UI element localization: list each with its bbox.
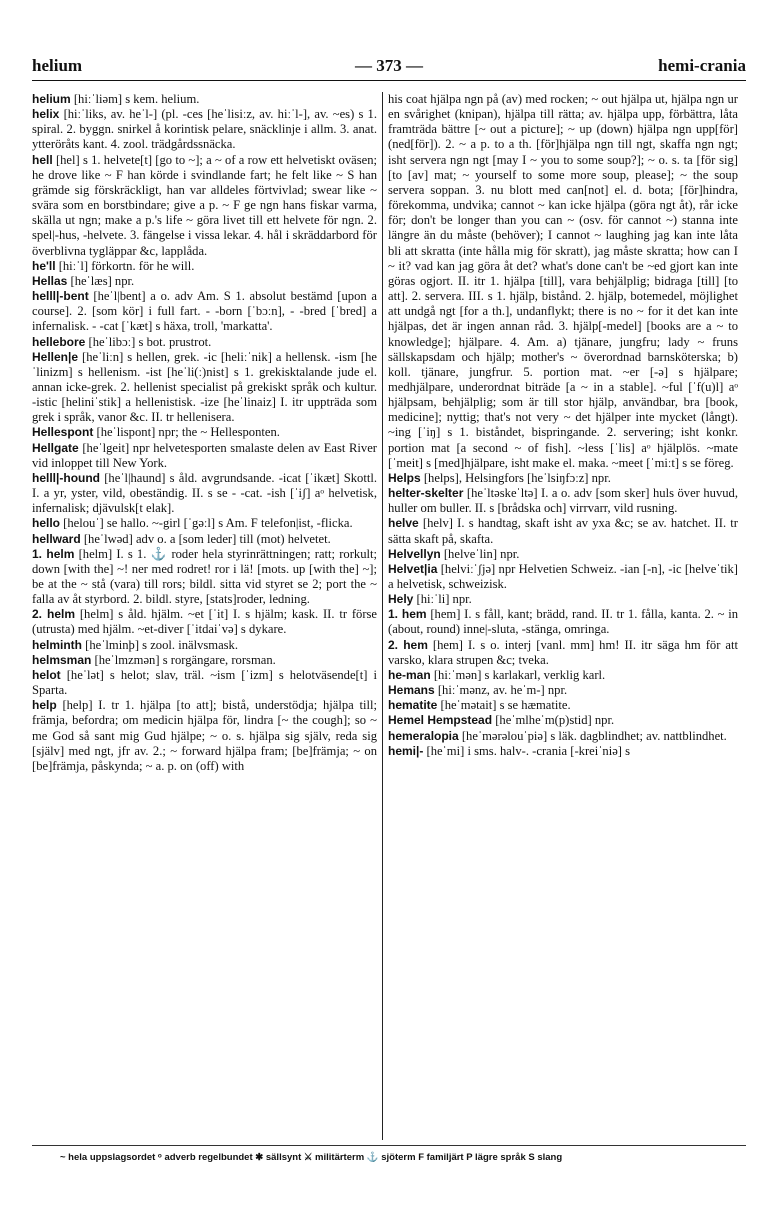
entry-headword: he-man <box>388 667 431 682</box>
dictionary-entry <box>32 107 377 152</box>
dictionary-entry <box>388 744 738 759</box>
entry-definition: [heˈmlheˈm(p)stid] npr. <box>495 713 615 728</box>
entry-definition: [helm] s åld. hjälm. ~et [ˈit] I. s hjälm; kask. II. tr förse (utrusta) med hjälm. ~et-diver [ˈitdaiˈvə] s dykare. <box>32 607 378 637</box>
entry-headword: 2. hem <box>388 637 428 652</box>
dictionary-entry <box>388 713 738 728</box>
entry-definition: [heˈlibɔː] s bot. prustrot. <box>88 334 212 349</box>
entry-headword: helll|-bent <box>32 289 89 304</box>
dictionary-entry <box>32 92 377 107</box>
entry-headword: hematite <box>388 698 438 713</box>
dictionary-entry <box>388 92 738 471</box>
dictionary-entry <box>388 607 738 637</box>
entry-headword: helium <box>32 92 71 106</box>
dictionary-entry <box>388 471 738 486</box>
entry-definition: [heˈmi] i sms. halv-. -crania [-kreiˈniə] s <box>426 743 631 758</box>
dictionary-entry <box>32 698 377 774</box>
column-divider <box>382 92 383 1140</box>
dictionary-entry <box>32 350 377 426</box>
entry-headword: 1. hem <box>388 607 427 622</box>
entry-definition: [heˈltəskeˈltə] I. a o. adv [som sker] huls över huvud, huller om buller. II. s [brådska och] virrvarr, vild rusning. <box>388 486 738 516</box>
entry-definition: [helm] I. s 1. ⚓ roder hela styrinrättningen; ratt; rorkult; down [with the] ~! ner med rodret! ror i lä! [mots. up [with the] ~]; be at the ~ stå (vara) till rors; bildl. sitta vid styret se 2; port the ~ falla av åt styrbord. 2. bildl. styre, [stats]roder, ledning. <box>32 546 377 607</box>
entry-definition: [heˈl|bent] a o. adv Am. S 1. absolut bestämd [upon a course]. 2. [som kör] i full fart. - -born [ˈbɔːn], - -bred [ˈbred] a infernalisk. - -cat [ˈkæt] s häxa, troll, 'markatta'. <box>32 289 377 334</box>
entry-definition: [heˈlət] s helot; slav, träl. ~ism [ˈizm] s helotväsende[t] i Sparta. <box>32 667 377 698</box>
entry-headword: helminth <box>32 637 82 652</box>
entry-headword: helter-skelter <box>388 486 464 501</box>
dictionary-entry <box>32 516 377 531</box>
entry-definition: [hiːˈli] npr. <box>416 592 472 607</box>
entry-headword: hellward <box>32 531 81 546</box>
dictionary-entry <box>32 153 377 259</box>
entry-headword: Helps <box>388 470 421 485</box>
dictionary-entry <box>388 547 738 562</box>
entry-definition: [hem] I. s o. interj [vanl. mm] hm! II. itr säga hm för att varsko, klara strupen &c; tveka. <box>388 637 738 667</box>
entry-headword: Hemans <box>388 683 435 698</box>
dictionary-entry <box>388 729 738 744</box>
entry-headword: hemeralopia <box>388 728 459 743</box>
abbreviation-legend: ~ hela uppslagsordet ᵒ adverb regelbundet ✱ sällsynt ⚔ militärterm ⚓ sjöterm F familjärt P lägre språk S slang <box>60 1152 563 1163</box>
entry-definition: [heˈmərəlouˈpiə] s läk. dagblindhet; av. nattblindhet. <box>461 728 727 743</box>
entry-definition: [hiːˈmən] s karlakarl, verklig karl. <box>433 667 606 682</box>
entry-definition: [hiːˈliəm] s kem. helium. <box>73 92 200 106</box>
left-guide-word: helium <box>32 56 83 75</box>
dictionary-entry <box>32 532 377 547</box>
dictionary-entry <box>388 592 738 607</box>
entry-definition: [heˈmətait] s se hæmatite. <box>440 698 571 713</box>
entry-headword: Hellgate <box>32 440 79 455</box>
entry-definition: [helv] I. s handtag, skaft isht av yxa &c; se av. hatchet. II. tr sätta skaft på, skafta. <box>388 516 738 546</box>
entry-definition: [hiːˈmənz, av. heˈm-] npr. <box>437 683 568 698</box>
right-guide-word: hemi-crania <box>658 56 746 75</box>
entry-headword: Helvet|ia <box>388 561 438 576</box>
entry-headword: helve <box>388 516 419 531</box>
dictionary-entry <box>388 668 738 683</box>
entry-headword: Helvellyn <box>388 546 441 561</box>
entry-definition: [hiːˈliks, av. heˈl-] (pl. -ces [heˈlisiːz, av. hiːˈl-], av. ~es) s 1. spiral. 2. byggn. snirkel å korintisk pelare, snäcklinje i allm. 3. anat. ytteröråts kant. 4. zool. trädgårdssnäcka. <box>32 107 378 152</box>
entry-definition: [hiːˈl] förkortn. för he will. <box>58 258 195 273</box>
dictionary-entry <box>32 668 377 698</box>
dictionary-entry <box>32 607 377 637</box>
entry-headword: Hellen|e <box>32 349 79 364</box>
dictionary-entry <box>388 562 738 592</box>
dictionary-entry <box>388 698 738 713</box>
dictionary-entry <box>32 638 377 653</box>
entry-definition: [helviːˈʃjə] npr Helvetien Schweiz. -ian [-n], -ic [helveˈtik] a helvetisk, schweizisk. <box>388 561 738 591</box>
entry-definition: [heˈlmzmən] s rorgängare, rorsman. <box>94 652 276 667</box>
entry-headword: hello <box>32 516 61 531</box>
dictionary-entry <box>388 683 738 698</box>
entry-headword: hellebore <box>32 334 86 349</box>
entry-headword: Hemel Hempstead <box>388 713 493 728</box>
entry-definition: [heˈlgeit] npr helvetesporten smalaste delen av East River vid inloppet till New York. <box>32 440 377 470</box>
entry-definition: [helouˈ] se hallo. ~-girl [ˈgəːl] s Am. F telefon|ist, -flicka. <box>63 516 353 531</box>
entry-headword: 1. helm <box>32 546 75 561</box>
entry-definition: [heˈlæs] npr. <box>70 273 135 288</box>
entry-headword: Hellas <box>32 273 68 288</box>
header-rule <box>32 80 746 81</box>
dictionary-entry <box>388 638 738 668</box>
entry-headword: hell <box>32 152 53 167</box>
entry-headword: 2. helm <box>32 607 76 622</box>
page-number: — 373 — <box>355 56 423 75</box>
entry-headword: hemi|- <box>388 743 424 758</box>
dictionary-entry <box>32 547 377 608</box>
entry-headword: helll|-hound <box>32 470 101 485</box>
dictionary-entry <box>32 289 377 334</box>
entry-headword: helix <box>32 107 60 122</box>
entry-definition: [helveˈlin] npr. <box>443 546 520 561</box>
entry-definition: [hem] I. s fåll, kant; brädd, rand. II. tr 1. fålla, kanta. 2. ~ in (about, round) inne|-sluta, -stänga, omringa. <box>388 607 738 637</box>
entry-definition: [heˈlminþ] s zool. inälvsmask. <box>85 637 239 652</box>
dictionary-entry <box>388 516 738 546</box>
dictionary-entry <box>32 441 377 471</box>
entry-headword: help <box>32 698 57 713</box>
entry-definition: [heˈliːn] s hellen, grek. -ic [heliːˈnik] a hellensk. -ism [heˈlinizm] s hellenism. -ist [heˈli(ː)nist] s 1. grekisktalande jude el. annan icke-grek. 2. hellenist specialist på grekiskt språk och kultur. -istic [heliniˈstik] a hellenistisk. -ize [heˈlinaiz] I. itr uppträda som grek i språk, vanor &c. II. tr hellenisera. <box>32 349 377 425</box>
right-column <box>388 92 738 759</box>
entry-headword: helmsman <box>32 652 92 667</box>
entry-headword: helot <box>32 667 61 682</box>
entry-definition: [heˈlispont] npr; the ~ Hellesponten. <box>96 425 280 440</box>
entry-definition: [heˈl|haund] s åld. avgrundsande. -icat [ˈikæt] Skottl. I. a yr, yster, vild, obeständig. II. s se - -cat. -ish [ˈiʃ] aᵒ helvetisk, infernalisk; djävulsk[t elak]. <box>32 470 377 516</box>
entry-definition: [heˈlwəd] adv o. a [som leder] till (mot) helvetet. <box>83 531 331 546</box>
footer-rule <box>32 1145 746 1146</box>
dictionary-entry <box>32 274 377 289</box>
dictionary-entry <box>32 425 377 440</box>
dictionary-entry <box>388 486 738 516</box>
page-header <box>32 56 746 82</box>
entry-headword: Hely <box>388 592 414 607</box>
entry-headword: he'll <box>32 258 56 273</box>
entry-definition: [hel] s 1. helvete[t] [go to ~]; a ~ of a row ett helvetiskt oväsen; he drove like ~ F han körde i svindlande fart; he felt like ~ S han grämde sig förskräckligt, han var alldeles förtvivlad; swear like ~ svära som en borstbindare; give a p. ~ F ge ngn hans fiskar varma, skälla ut ngn; make a p.'s life ~ göra livet till ett helvete för ngn. 2. spel|-hus, -helvete. 3. fängelse i vissa lekar. 4. hål i skräddarbord för överblivna tygläppar &c, lapplåda. <box>32 152 377 258</box>
dictionary-entry <box>32 471 377 516</box>
entry-definition: [helps], Helsingfors [heˈlsiŋfɔːz] npr. <box>423 470 611 485</box>
dictionary-entry <box>32 653 377 668</box>
dictionary-entry <box>32 335 377 350</box>
entry-headword: Hellespont <box>32 425 94 440</box>
left-column <box>32 92 377 774</box>
dictionary-entry <box>32 259 377 274</box>
entry-definition: [help] I. tr 1. hjälpa [to att]; bistå, understödja; hjälpa till; främja, befordra; om medicin hjälpa för, lindra [~ the cough]; so ~ me God så sant mig Gud hjälpe; ~ o. s. hjälpa sig själv, reda sig [själv] med ngt, jfr av. 2.; ~ forward hjälpa fram; [be]främja; ~ on [be]främja, påskynda; ~ a. p. on (off) with <box>32 698 378 773</box>
entry-definition: his coat hjälpa ngn på (av) med rocken; ~ out hjälpa ut, hjälpa ngn ur en svårighet (knipan), hjälpa till rätta; av. hjälpa upp, förbättra, låta framträda bättre [~ out a picture]; ~ up (down) hjälpa ngn upp[för] (ned[för]). 2. ~ a p. to a th. [för]hjälpa ngn till ngt, skaffa ngn ngt; isht servera ngn ngt [may I ~ you to some soup?]; ~ o. s. ta [för sig] [to [av] mat; ~ yourself to some more soup, please]; ~ the soup servera soppan. 3. nu blott med can[not] el. d. bota; [för]hindra, förekomma, undvika; cannot ~ kan icke hjälpa (göra ngt åt), rår icke för; don't be longer than you can ~ (osv. för cannot ~) stanna inte längre än du måste (behöver); I cannot ~ laughing jag kan inte låta bli att skratta (inte hålla mig för skratt), jag måste skratta; how can I ~ it? vad kan jag göra åt det? what's done can't be ~ed gjort kan inte göras ogjort. II. itr 1. hjälpa [till], vara behjälplig; bidraga [till] [to att]. 2. servera. III. s 1. hjälp, bistånd. 2. hjälp, botemedel, möjlighet att undgå ngt [for a th.], undanflykt; there is no ~ for it det kan inte hjälpas, det är ingen annan råd. 3. hjälp[-medel] [books are a ~ to knowledge]; hjälpare. 4. Am. a) tjänare, jungfru; lady ~ fruns sällskapsdam och hjälp; mother's ~ överordnad barnsköterska; b) koll. tjänare, jungfrur. 5. portion mat. ~er [-ə] s hjälpare; medhjälpare, underordnat biträde [a ~ in a stable]. ~ful [ˈf(u)l] aᵒ hjälpsam, behjälplig; som är till stor hjälp, användbar, bra [book, medicine]; nyttig; that's not very ~ det hjälper inte mycket (långt). ~ing [ˈiŋ] s 1. biståndet, bispringande. 2. servering; isht konkr. portion mat [a second ~ of fish]. ~less [ˈlis] aᵒ hjälplös. ~mate [ˈmeit] s [med]hjälpare, isht make el. maka. ~meet [ˈmiːt] s se föreg. <box>388 92 738 470</box>
